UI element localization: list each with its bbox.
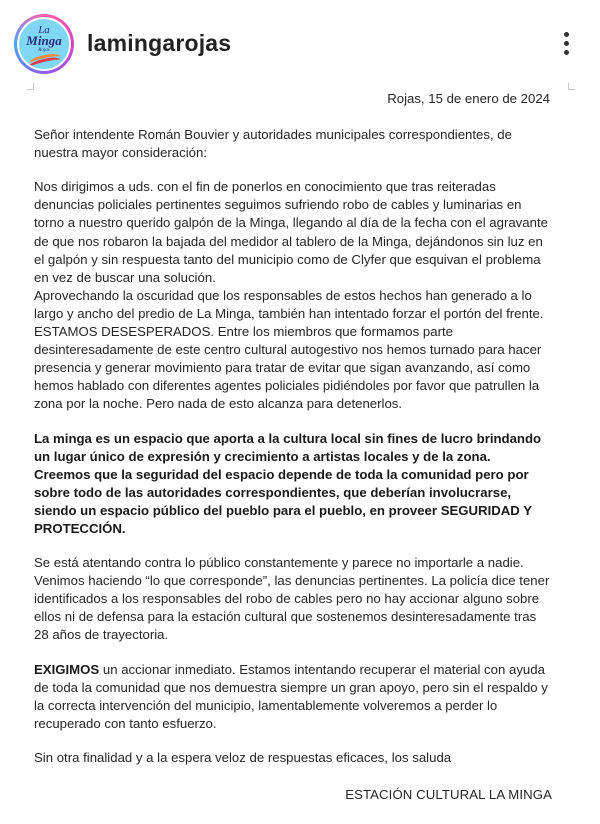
- letter-paragraph-4: Se está atentando contra lo público constantemente y parece no importarle a nadie. Venimos haciendo “lo que corresponde”, las denuncias pertinentes. La policía dice tener identificados a los responsables del robo de cables pero no hay accionar alguno sobre ellos ni de defensa para la estación cultural que sostenemos desinteresadamente tras 28 años de trayectoria.: [34, 555, 550, 643]
- letter-bold-statement-2: Creemos que la seguridad del espacio depende de toda la comunidad pero por sobre todo de las autoridades correspondientes, que deberían involucrarse, siendo un espacio público del pueblo para el pueblo, en proveer SEGURIDAD Y PROTECCIÓN.: [34, 466, 532, 536]
- demand-rest: un accionar inmediato. Estamos intentando recuperar el material con ayuda de toda la comunidad que nos demuestra siempre un gran apoyo, pero sin el respaldo y la correcta intervención del municipio, lamentablemente volveremos a perder lo recuperado con tanto esfuerzo.: [34, 661, 548, 731]
- letter-paragraph-3: ESTAMOS DESESPERADOS. Entre los miembros que formamos parte desinteresadamente de este centro cultural autogestivo nos hemos turnado para hacer presencia y generar movimiento para tratar de evitar que sigan avanzando, así como hemos hablado con diferentes agentes policiales pidiéndoles por favor que patrullen la zona por la noche. Pero nada de esto alcanza para detenerlos.: [34, 324, 542, 412]
- letter-body: [34, 88, 554, 804]
- demand-lead: EXIGIMOS: [34, 661, 100, 677]
- letter-bold-statement-1: La minga es un espacio que aporta a la cultura local sin fines de lucro brindando un lugar único de expresión y crecimiento a artistas locales y de la zona.: [34, 430, 542, 464]
- letter-closing: Sin otra finalidad y a la espera veloz de respuestas eficaces, los saluda: [34, 749, 452, 765]
- letter-paragraph-2: Aprovechando la oscuridad que los responsables de estos hechos han generado a lo largo y ancho del predio de La Minga, también han intentado forzar el portón del frente.: [34, 287, 544, 321]
- letter-demand-paragraph: [34, 661, 554, 733]
- post-header: [0, 0, 600, 82]
- username-link[interactable]: lamingarojas: [87, 30, 232, 56]
- crop-mark-top-left-h: [27, 89, 34, 90]
- profile-avatar[interactable]: [14, 14, 74, 74]
- avatar-logo-line-2: Minga: [26, 33, 62, 48]
- avatar-logo-line-1: La: [38, 24, 50, 36]
- kebab-menu-icon[interactable]: [556, 30, 576, 58]
- la-minga-logo-avatar: [19, 19, 69, 69]
- avatar-logo-line-3: Rojas: [38, 48, 50, 53]
- letter-date: Rojas, 15 de enero de 2024: [387, 91, 550, 106]
- crop-mark-top-right-h: [568, 89, 575, 90]
- letter-paragraph-1: Nos dirigimos a uds. con el fin de ponerlos en conocimiento que tras reiteradas denuncias policiales pertinentes seguimos sufriendo robo de cables y luminarias en torno a nuestro querido galpón de la Minga, llegando al día de la fecha con el agravante de que nos robaron la bajada del medidor al tablero de la Minga, dejándonos sin luz en el galpón y sin respuesta tanto del municipio como de Clyfer que esquivan el problema en vez de buscar una solución.: [34, 179, 548, 285]
- letter-salutation: Señor intendente Román Bouvier y autoridades municipales correspondientes, de nuestra mayor consideración:: [34, 127, 512, 161]
- letter-signature: ESTACIÓN CULTURAL LA MINGA: [345, 787, 552, 802]
